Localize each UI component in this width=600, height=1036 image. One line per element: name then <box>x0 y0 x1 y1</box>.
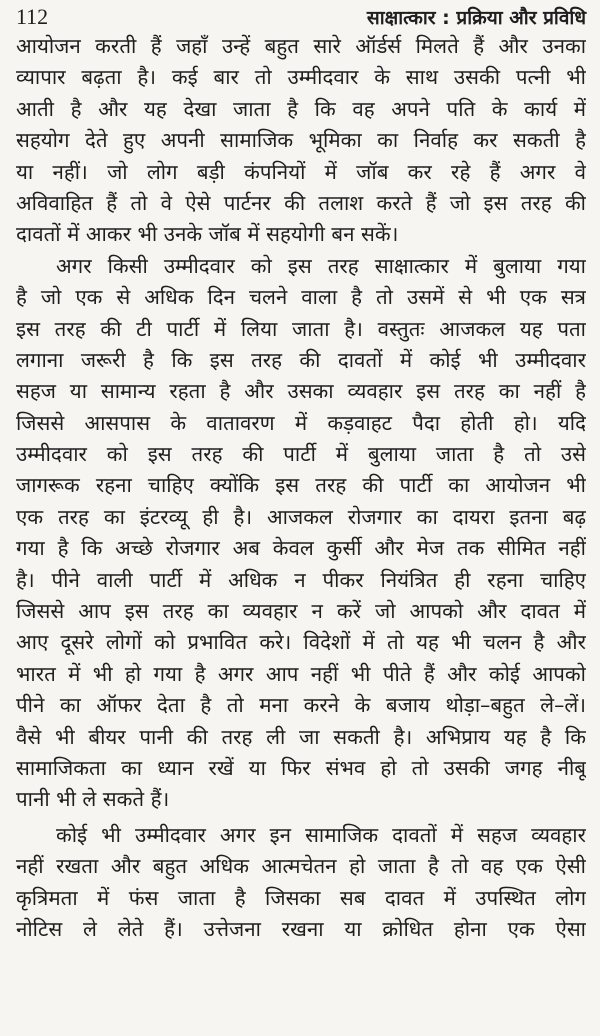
text-line: सहयोग देते हुए अपनी सामाजिक भूमिका का निर्वाह कर सकती है <box>16 128 586 153</box>
paragraph <box>16 820 586 946</box>
page-number: 112 <box>16 4 49 29</box>
text-line: भारत में भी हो गया है अगर आप नहीं भी पीते हैं और कोई आपको <box>16 661 586 686</box>
text-line: इस तरह की टी पार्टी में लिया जाता है। वस्तुतः आजकल यह पता <box>16 316 586 341</box>
text-line: सहज या सामान्य रहता है और उसका व्यवहार इस तरह का नहीं है <box>16 379 586 404</box>
running-title: साक्षात्कार : प्रक्रिया और प्रविधि <box>366 7 586 29</box>
text-line: अगर किसी उम्मीदवार को इस तरह साक्षात्कार में बुलाया गया <box>56 253 586 278</box>
text-line: या नहीं। जो लोग बड़ी कंपनियों में जॉब कर रहे हैं अगर वे <box>16 159 586 184</box>
text-line: आए दूसरे लोगों को प्रभावित करे। विदेशों में तो यह भी चलन है और <box>16 630 586 655</box>
text-line: वैसे भी बीयर पानी की तरह ली जा सकती है। अभिप्राय यह है कि <box>16 724 586 749</box>
text-line: आती है और यह देखा जाता है कि वह अपने पति के कार्य में <box>16 96 586 121</box>
text-line: है। पीने वाली पार्टी में अधिक न पीकर नियंत्रित ही रहना चाहिए <box>16 567 586 592</box>
text-line: पानी भी ले सकते हैं। <box>16 787 170 812</box>
text-line: है जो एक से अधिक दिन चलने वाला है तो उसमें से भी एक सत्र <box>16 285 586 310</box>
text-line: उम्मीदवार को इस तरह की पार्टी में बुलाया जाता है तो उसे <box>16 442 586 467</box>
text-line: आयोजन करती हैं जहाँ उन्हें बहुत सारे ऑर्डर्स मिलते हैं और उनका <box>16 34 586 58</box>
text-line: एक तरह का इंटरव्यू ही है। आजकल रोजगार का दायरा इतना बढ़ <box>16 504 586 529</box>
text-line: लगाना जरूरी है कि इस तरह की दावतों में कोई भी उम्मीदवार <box>16 347 586 372</box>
text-line: कृत्रिमता में फंस जाता है जिसका सब दावत में उपस्थित लोग <box>16 885 586 910</box>
text-line: अविवाहित हैं तो वे ऐसे पार्टनर की तलाश करते हैं जो इस तरह की <box>16 190 586 215</box>
text-line: व्यापार बढ़ता है। कई बार तो उम्मीदवार के साथ उसकी पत्नी भी <box>16 65 586 90</box>
text-line: गया है कि अच्छे रोजगार अब केवल कुर्सी और मेज तक सीमित नहीं <box>16 536 586 561</box>
paragraph <box>16 251 586 816</box>
page-body <box>16 31 586 945</box>
text-line: नोटिस ले लेते हैं। उत्तेजना रखना या क्रोधित होना एक ऐसा <box>16 916 586 941</box>
text-line: सामाजिकता का ध्यान रखें या फिर संभव हो तो उसकी जगह नीबू <box>16 755 586 780</box>
text-line: दावतों में आकर भी उनके जॉब में सहयोगी बन सकें। <box>16 222 399 247</box>
paragraph <box>16 31 586 251</box>
page-header <box>16 2 586 32</box>
text-line: जिससे आसपास के वातावरण में कड़वाहट पैदा होती हो। यदि <box>16 410 586 435</box>
text-line: जिससे आप इस तरह का व्यवहार न करें जो आपको और दावत में <box>16 599 586 624</box>
text-line: कोई भी उम्मीदवार अगर इन सामाजिक दावतों में सहज व्यवहार <box>56 822 586 847</box>
text-line: पीने का ऑफर देता है तो मना करने के बजाय थोड़ा–बहुत ले–लें। <box>16 693 586 718</box>
text-line: नहीं रखता और बहुत अधिक आत्मचेतन हो जाता है तो वह एक ऐसी <box>16 854 586 879</box>
text-line: जागरूक रहना चाहिए क्योंकि इस तरह की पार्टी का आयोजन भी <box>16 473 586 498</box>
